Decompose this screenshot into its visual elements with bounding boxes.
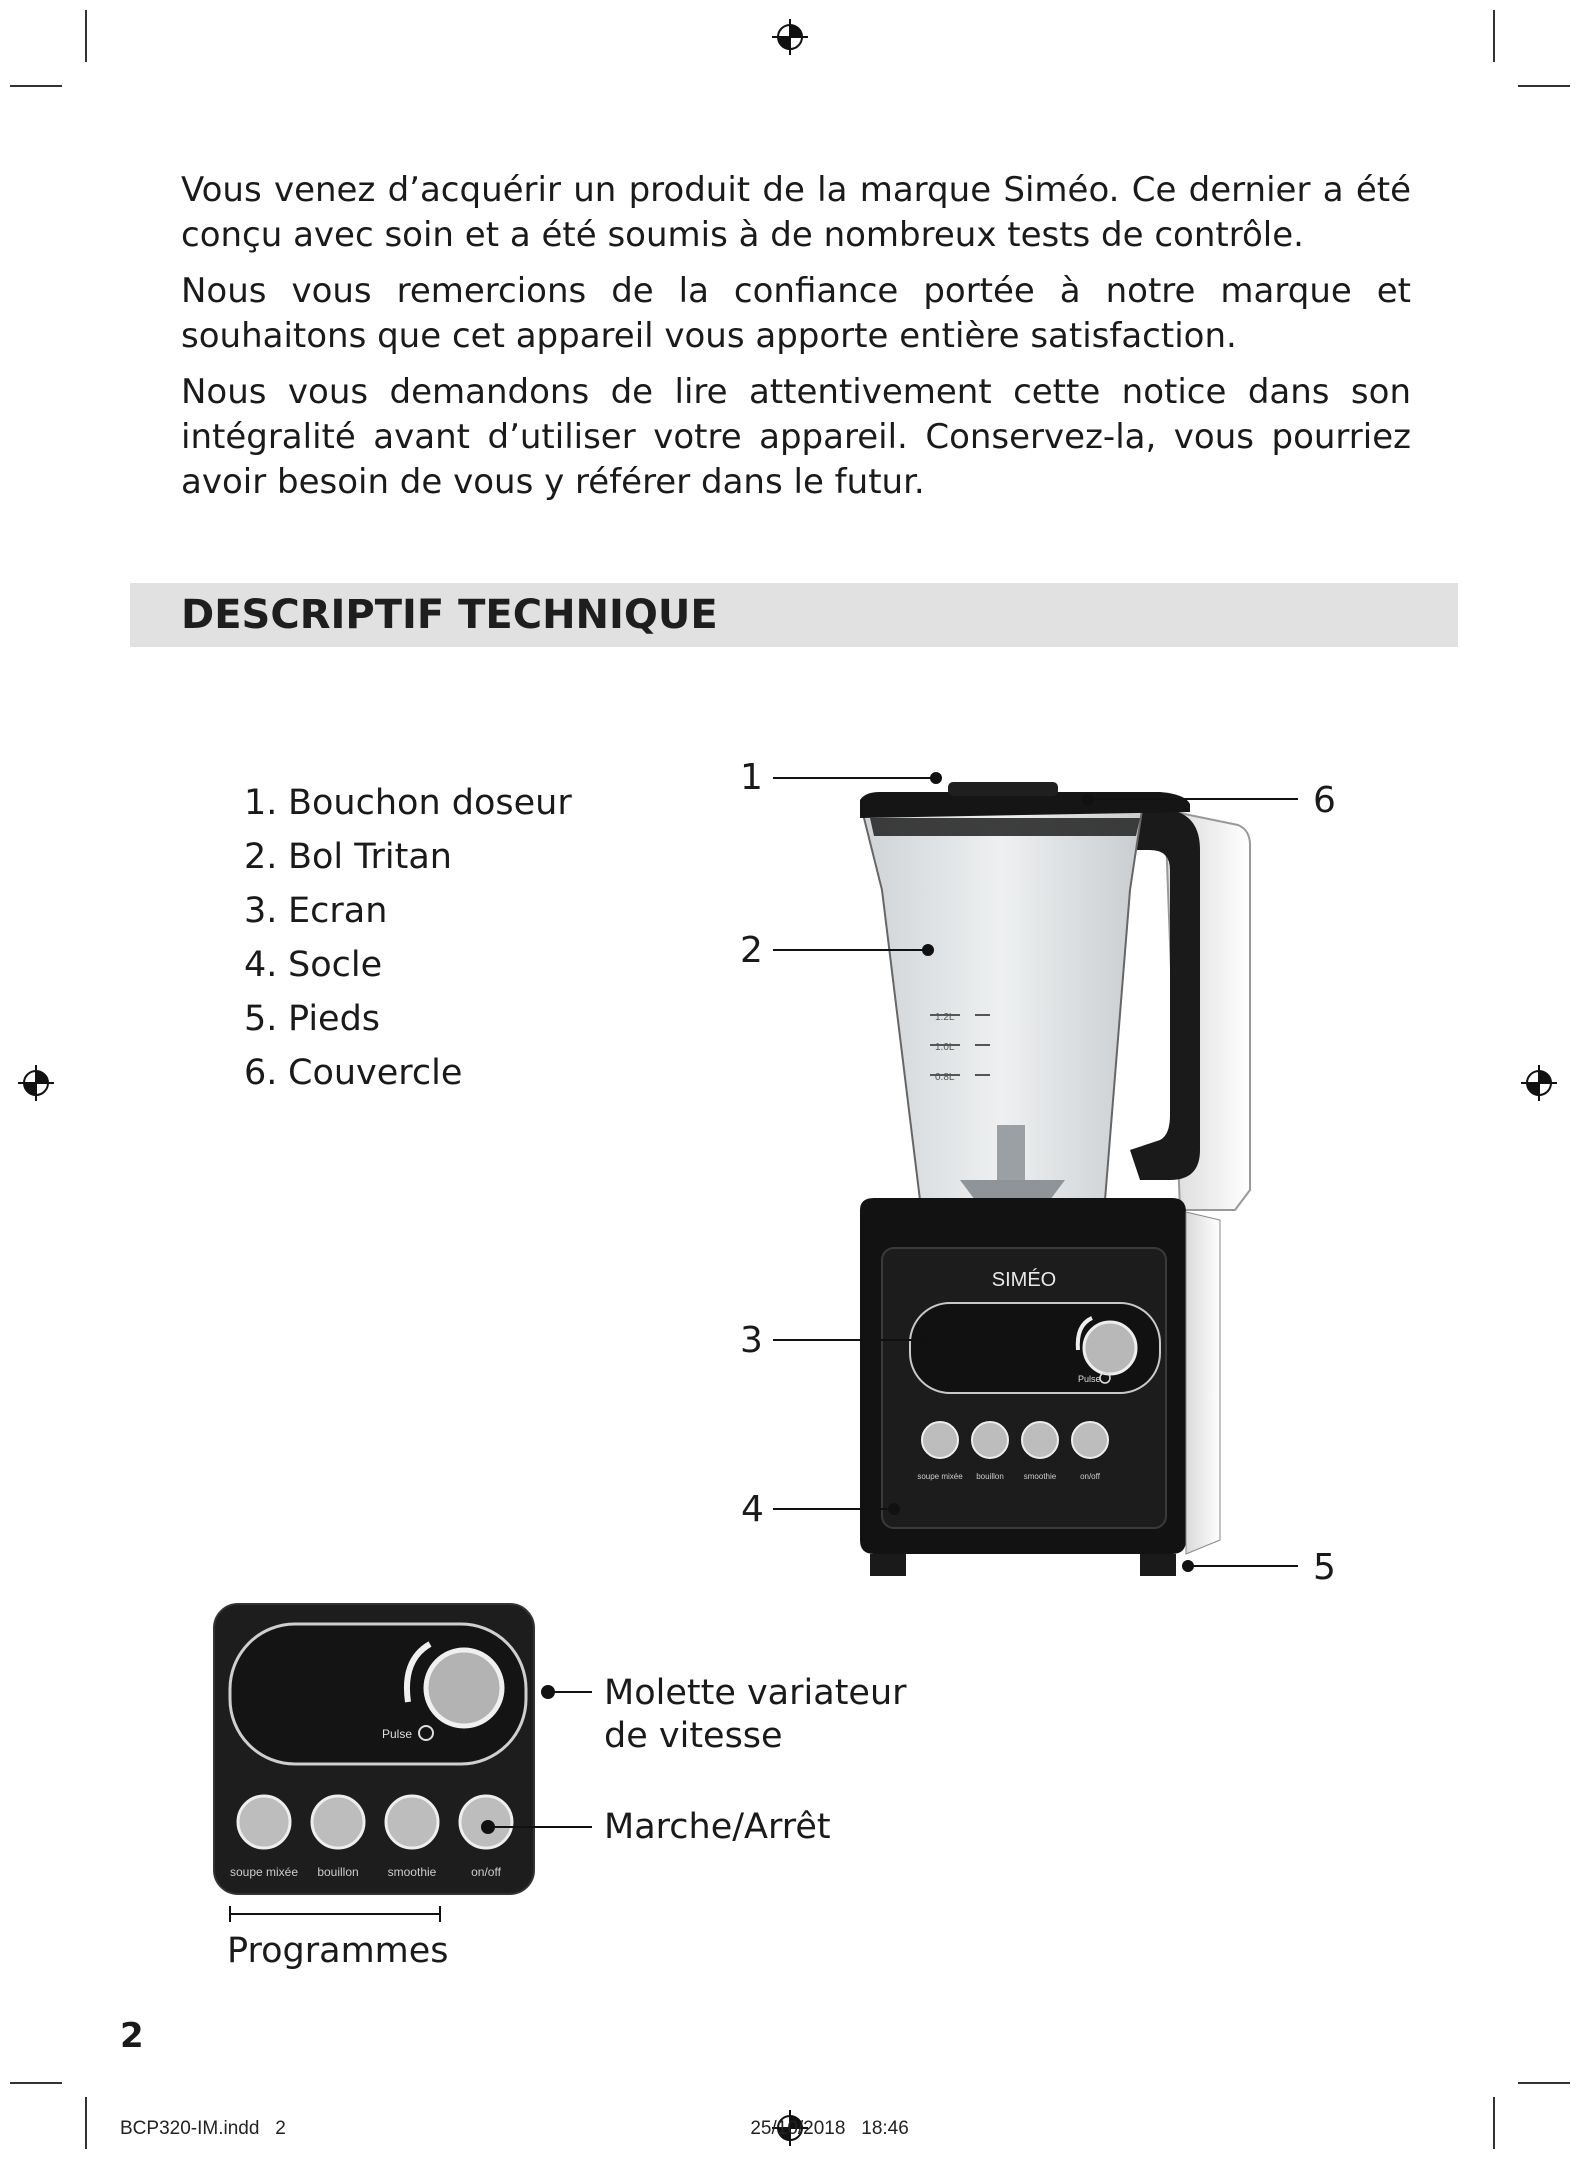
- part-number: 2.: [244, 837, 278, 877]
- programs-label: Programmes: [227, 1931, 449, 1971]
- part-number: 4.: [244, 945, 278, 985]
- speed-dial-label-line-1: Molette variateur: [604, 1673, 907, 1713]
- page-number: 2: [120, 2016, 144, 2056]
- panel-pulse-label: Pulse: [382, 1727, 413, 1741]
- callout-number-1: 1: [740, 757, 763, 798]
- part-number: 5.: [244, 999, 278, 1039]
- intro-paragraph-3: Nous vous demandons de lire attentivement cette notice dans son intégralité avant d’utiliser votre appareil. Conservez-la, vous pourriez avoir besoin de vous y référer dans le futur.: [181, 372, 1411, 502]
- part-label: Bouchon doseur: [288, 783, 572, 823]
- intro-paragraph-2: Nous vous remercions de la confiance portée à notre marque et souhaitons que cet appareil vous apporte entière satisfaction.: [181, 271, 1411, 356]
- graduation-label: 1.2L: [935, 1012, 955, 1023]
- part-label: Socle: [288, 945, 383, 985]
- callout-number-5: 5: [1313, 1547, 1336, 1588]
- part-label: Couvercle: [288, 1053, 463, 1093]
- graduation-label: 1.0L: [935, 1042, 955, 1053]
- intro-paragraph-1: Vous venez d’acquérir un produit de la marque Siméo. Ce dernier a été conçu avec soin et a été soumis à de nombreux tests de contrôle.: [181, 170, 1411, 255]
- print-footer: BCP320-IM.indd 2 25/10/2018 18:46: [120, 2118, 909, 2139]
- part-number: 3.: [244, 891, 278, 931]
- graduation-label: 0.8L: [935, 1072, 955, 1083]
- part-number: 6.: [244, 1053, 278, 1093]
- pulse-label: Pulse: [1078, 1374, 1101, 1384]
- panel-button-label: bouillon: [317, 1865, 359, 1879]
- part-label: Ecran: [288, 891, 388, 931]
- speed-dial-label: [604, 1672, 907, 1758]
- callout-number-3: 3: [740, 1320, 763, 1361]
- panel-button-label: on/off: [471, 1865, 501, 1879]
- button-label: bouillon: [976, 1472, 1004, 1481]
- part-label: Bol Tritan: [288, 837, 452, 877]
- button-label: on/off: [1080, 1472, 1100, 1481]
- brand-logo: SIMÉO: [991, 1269, 1057, 1291]
- part-number: 1.: [244, 783, 278, 823]
- section-title: DESCRIPTIF TECHNIQUE: [181, 592, 718, 638]
- speed-dial-label-line-2: de vitesse: [604, 1716, 783, 1756]
- button-label: smoothie: [1023, 1472, 1057, 1481]
- callout-number-6: 6: [1313, 780, 1336, 821]
- callout-number-2: 2: [740, 930, 763, 971]
- panel-button-label: smoothie: [387, 1865, 437, 1879]
- part-label: Pieds: [288, 999, 381, 1039]
- onoff-label: Marche/Arrêt: [604, 1807, 831, 1847]
- callout-number-4: 4: [741, 1489, 764, 1530]
- button-label: soupe mixée: [917, 1472, 963, 1481]
- panel-button-label: soupe mixée: [229, 1865, 299, 1879]
